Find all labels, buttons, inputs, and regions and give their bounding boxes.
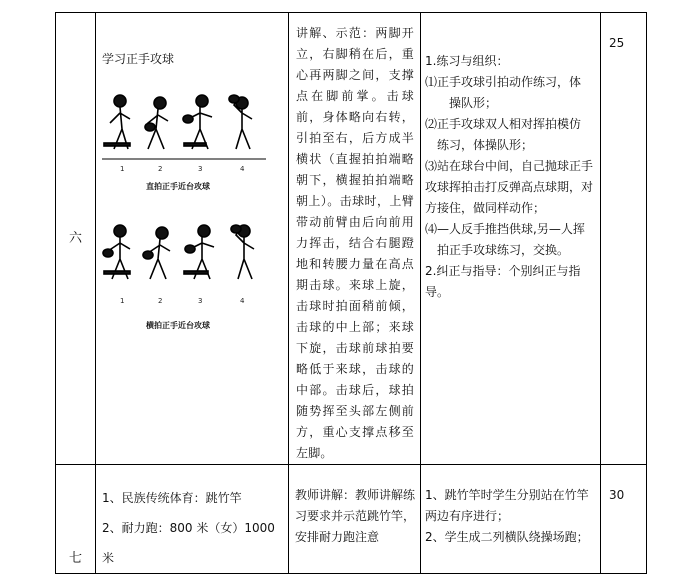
figure-bottom-3 [184,225,214,279]
svg-text:2: 2 [158,165,163,173]
organization-cell [421,465,601,574]
svg-text:3: 3 [198,297,203,305]
org-line: 1.练习与组织： [425,54,509,68]
organization-text [425,51,594,303]
figure-top-2 [145,97,168,149]
section-number: 六 [56,13,96,465]
content-title: 学习正手攻球 [102,52,175,66]
figure-bottom-1 [103,225,130,279]
time-value: 25 [609,36,625,50]
forehand-attack-illustration [100,81,268,351]
table-row [56,465,647,574]
time-cell [601,13,647,465]
lesson-plan-table [55,12,647,574]
content-cell [96,465,289,574]
time-value: 30 [609,488,625,502]
figure-bottom-4 [231,225,254,279]
method-text: 教师讲解：教师讲解练习要求并示范跳竹竿，安排耐力跑注意 [295,488,416,544]
figure-top-4 [229,95,252,149]
org-line: 拍正手攻球练习，交换。 [437,243,570,257]
org-line: ⑷—人反手推挡供球,另—人挥 [425,222,585,236]
org-line: 2、学生成二列横队绕操场跑； [425,530,589,544]
content-line: 2、耐力跑：800 米（女）1000 米 [102,521,275,565]
svg-text:4: 4 [240,297,245,305]
svg-text:2: 2 [158,297,163,305]
content-text [102,483,284,573]
org-line: 2.纠正与指导：个别纠正与指导。 [425,264,581,299]
method-cell [289,13,421,465]
svg-text:1: 1 [120,297,125,305]
org-line: 1、跳竹竿时学生分别站在竹竿两边有序进行； [425,488,589,523]
svg-text:1: 1 [120,165,125,173]
method-cell [289,465,421,574]
content-line: 1、民族传统体育：跳竹竿 [102,491,242,505]
org-line: 练习，体操队形； [437,138,534,152]
svg-text:4: 4 [240,165,245,173]
content-cell [96,13,289,465]
org-line: 操队形； [449,96,498,110]
figure-top-3 [183,95,212,149]
section-number: 七 [56,465,96,574]
figure-bottom-2 [143,227,170,279]
figure-caption-top: 直拍正手近台攻球 [146,182,210,191]
method-text: 讲解、示范：两脚开立，右脚稍在后，重心再两脚之间，支撑点在脚前掌。击球前，身体略向右转，引拍至右，后方成半横状（直握拍拍端略朝下，横握拍拍端略朝上）。击球时，上臂带动前臂由后向前用力挥击，结合右腿蹬地和转腰力量在高点期击球。来球上旋，击球时拍面稍前倾，击球的中上部；来球下旋，击球前球拍要略低于来球，击球的中部。击球后，球拍随势挥至头部左侧前方，重心支撑点移至左脚。 [296,26,414,460]
organization-cell [421,13,601,465]
figure-top-1 [104,95,130,149]
table-row [56,13,647,465]
figure-caption-bottom: 横拍正手近台攻球 [146,321,210,330]
org-line: ⑵正手攻球双人相对挥拍模仿 [425,117,582,131]
svg-text:3: 3 [198,165,203,173]
organization-text [425,485,596,548]
org-line: ⑶站在球台中间，自己抛球正手攻球挥拍击打反弹高点球期，对方接住，做同样动作； [425,159,594,215]
stroke-sequence-figure [100,81,268,351]
time-cell [601,465,647,574]
org-line: ⑴正手攻球引拍动作练习，体 [425,75,582,89]
